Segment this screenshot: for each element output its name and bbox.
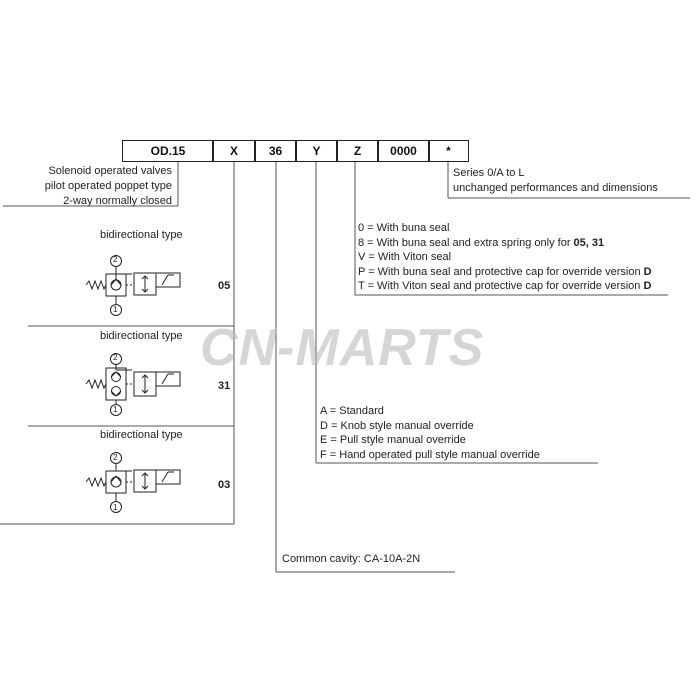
override-option: A = Standard <box>320 405 384 417</box>
seal-option: V = With Viton seal <box>358 251 452 263</box>
series-note-line: Series 0/A to L <box>453 167 525 179</box>
variant-type-label: bidirectional type <box>100 229 183 241</box>
seal-option: 0 = With buna seal <box>358 222 450 234</box>
variant-type-label: bidirectional type <box>100 429 183 441</box>
seal-option: 8 = With buna seal and extra spring only for 05, 31 <box>358 236 605 249</box>
override-options-list <box>320 404 540 462</box>
port-label-bottom: 1 <box>113 503 118 512</box>
seal-options-list <box>358 221 652 294</box>
seal-option: P = With buna seal and protective cap for override version D <box>358 265 652 278</box>
code-segment-size: 36 <box>254 140 297 162</box>
variant-type-label: bidirectional type <box>100 330 183 342</box>
valve-symbol-03 <box>82 448 192 520</box>
seal-option: T = With Viton seal and protective cap for override version D <box>358 280 652 292</box>
valve-symbol-31 <box>82 350 192 422</box>
variant-code: 05 <box>218 280 231 292</box>
port-label-top: 2 <box>113 255 118 264</box>
code-segment-coil: 0000 <box>377 140 430 162</box>
series-note <box>453 166 658 196</box>
override-option: E = Pull style manual override <box>320 434 466 446</box>
code-segment-override: Y <box>295 140 338 162</box>
description-line: Solenoid operated valves <box>48 165 172 177</box>
code-segment-series-suffix: * <box>428 140 469 162</box>
code-segment-voltage: X <box>212 140 256 162</box>
variant-code: 31 <box>218 380 231 392</box>
valve-description <box>45 164 172 209</box>
watermark: CN-MARTS <box>200 319 485 377</box>
override-option: D = Knob style manual override <box>320 419 474 432</box>
variant-code: 03 <box>218 479 231 491</box>
port-label-bottom: 1 <box>113 305 118 314</box>
code-segment-seal: Z <box>336 140 379 162</box>
valve-symbol-05 <box>82 250 192 322</box>
series-note-line: unchanged performances and dimensions <box>453 182 658 194</box>
code-segment-series: OD.15 <box>122 140 214 162</box>
description-line: pilot operated poppet type <box>44 180 172 192</box>
port-label-top: 2 <box>113 453 118 462</box>
cavity-label: Common cavity: CA-10A-2N <box>282 553 421 565</box>
override-option: F = Hand operated pull style manual override <box>320 448 540 461</box>
port-label-bottom: 1 <box>113 405 118 414</box>
description-line: 2-way normally closed <box>63 195 172 207</box>
port-label-top: 2 <box>113 353 118 362</box>
